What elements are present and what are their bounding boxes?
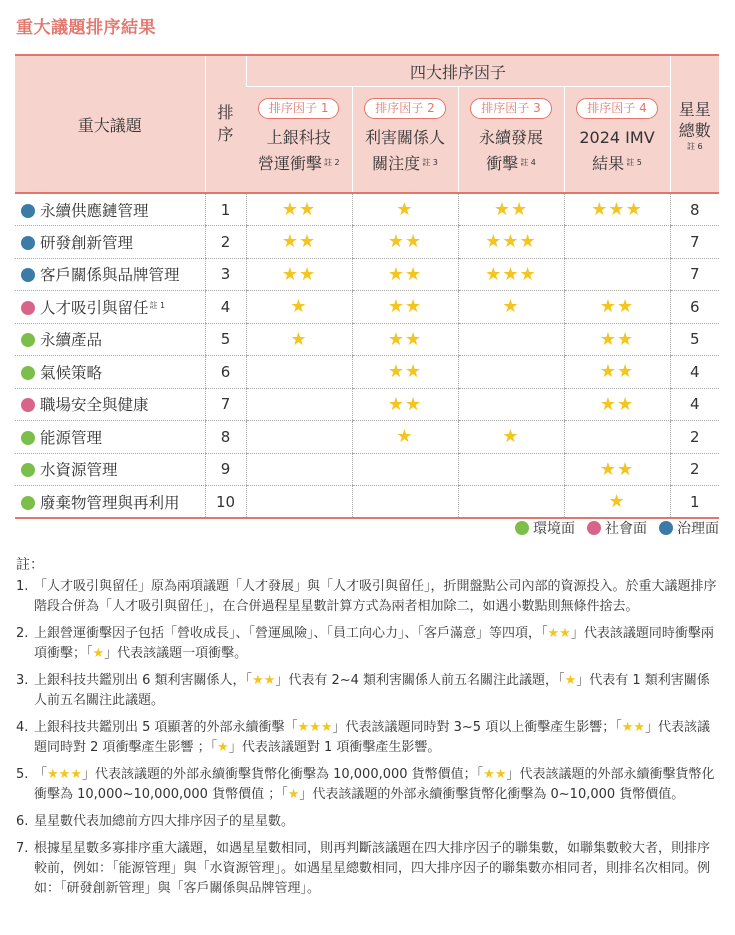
note-number: 4. (16, 720, 29, 735)
issue-name: 職場安全與健康 (40, 396, 149, 415)
legend-item-social (587, 518, 647, 538)
issue-name: 人才吸引與留任 (40, 298, 149, 317)
star-icon: ★★ (281, 199, 317, 220)
factor-name-line1: 上銀科技 (266, 128, 331, 147)
issue-label (40, 299, 165, 317)
star-icon: ★★ (483, 767, 507, 782)
star-icon: ★ (396, 199, 414, 220)
issue-cell (15, 323, 205, 356)
rank-cell: 8 (205, 421, 246, 454)
note-item (16, 718, 722, 758)
issue-cell (15, 193, 205, 226)
factor-pill: 排序因子 2 (364, 98, 445, 119)
category-dot-icon (587, 521, 601, 535)
issue-cell (15, 356, 205, 389)
category-dot-icon (21, 236, 35, 250)
materiality-ranking-table (15, 54, 719, 519)
star-icon: ★★ (252, 673, 276, 688)
factor-note: 註 2 (323, 158, 340, 167)
star-icon: ★★ (599, 393, 635, 415)
factor-pill: 排序因子 4 (576, 98, 657, 119)
note-text: 「★★★」代表該議題的外部永續衝擊貨幣化衝擊為 10,000,000 貨幣價值；「★★」代表該議題的外部永續衝擊貨幣化衝擊為 10,000~10,000,000 貨幣價值 ；「★」代表該議題的外部永續衝擊貨幣化衝擊為 0~10,000 貨幣價值。 (34, 767, 715, 802)
factor-4-stars-cell (564, 226, 670, 259)
star-icon: ★★ (387, 296, 423, 318)
legend-item-environment (515, 518, 575, 538)
issue-cell (15, 453, 205, 486)
star-icon: ★★ (387, 263, 423, 285)
star-icon: ★★ (599, 458, 635, 480)
star-icon: ★★ (599, 296, 635, 318)
issue-label (40, 202, 149, 220)
header-issue: 重大議題 (15, 55, 205, 193)
rank-cell: 10 (205, 486, 246, 519)
note-text: 上銀科技共鑑別出 6 類利害關係人，「★★」代表有 2~4 類利害關係人前五名關注此議題，「★」代表有 1 類利害關係人前五名關注此議題。 (34, 673, 710, 708)
notes-title: 註： (16, 557, 44, 573)
factor-2-stars-cell (352, 226, 458, 259)
total-stars-cell: 4 (670, 356, 719, 389)
category-dot-icon (21, 366, 35, 380)
total-stars-cell: 7 (670, 226, 719, 259)
factor-4-stars-cell (564, 193, 670, 226)
factor-1-stars-cell (246, 291, 352, 324)
factor-name (246, 125, 352, 176)
category-dot-icon (21, 268, 35, 282)
header-total-line1: 星星 (678, 100, 711, 119)
star-icon: ★ (290, 296, 308, 318)
factor-3-stars-cell (458, 421, 564, 454)
rank-cell: 9 (205, 453, 246, 486)
factor-name-line1: 利害關係人 (364, 128, 445, 147)
factor-4-stars-cell (564, 323, 670, 356)
factor-1-stars-cell (246, 323, 352, 356)
issue-cell (15, 226, 205, 259)
star-icon: ★★★ (485, 263, 537, 285)
factor-name-line1: 2024 IMV (579, 128, 655, 147)
factor-name-line2: 結果 (592, 154, 625, 173)
notes-list (16, 577, 722, 906)
table-row (15, 388, 719, 421)
category-dot-icon (659, 521, 673, 535)
factor-2-stars-cell (352, 258, 458, 291)
factor-2-stars-cell (352, 388, 458, 421)
factor-name (459, 125, 564, 176)
star-icon: ★★★ (47, 767, 82, 782)
star-icon: ★★ (387, 361, 423, 383)
star-icon: ★ (396, 426, 414, 448)
note-item (16, 765, 722, 805)
factor-name-line1: 永續發展 (478, 128, 543, 147)
note-item (16, 671, 722, 711)
factor-1-stars-cell (246, 421, 352, 454)
factor-3-stars-cell (458, 226, 564, 259)
factor-name (353, 125, 458, 176)
note-number: 5. (16, 767, 29, 782)
note-number: 6. (16, 814, 29, 829)
rank-cell: 7 (205, 388, 246, 421)
category-legend (515, 518, 719, 538)
star-icon: ★★★ (297, 720, 333, 735)
note-number: 3. (16, 673, 29, 688)
rank-cell: 4 (205, 291, 246, 324)
factor-1-stars-cell (246, 453, 352, 486)
issue-label (40, 461, 118, 479)
note-number: 1. (16, 579, 29, 594)
factor-4-stars-cell (564, 388, 670, 421)
factor-2-stars-cell (352, 421, 458, 454)
star-icon: ★★ (387, 328, 423, 350)
factor-3-stars-cell (458, 193, 564, 226)
factor-4-stars-cell (564, 291, 670, 324)
factor-name-line2: 關注度 (372, 154, 421, 173)
star-icon: ★★ (387, 393, 423, 415)
note-number: 2. (16, 626, 29, 641)
header-rank-text: 排序 (217, 103, 234, 144)
category-dot-icon (21, 333, 35, 347)
category-dot-icon (21, 398, 35, 412)
total-stars-cell: 8 (670, 193, 719, 226)
header-total-note: 註 6 (686, 142, 703, 151)
factor-3-stars-cell (458, 323, 564, 356)
note-number: 7. (16, 841, 29, 856)
table-row (15, 486, 719, 519)
issue-cell (15, 486, 205, 519)
factor-3-stars-cell (458, 258, 564, 291)
note-item (16, 577, 722, 617)
note-text: 上銀營運衝擊因子包括「營收成長」、「營運風險」、「員工向心力」、「客戶滿意」等四項，「★★」代表該議題同時衝擊兩項衝擊；「★」代表該議題一項衝擊。 (34, 626, 714, 661)
factor-1-stars-cell (246, 193, 352, 226)
star-icon: ★ (564, 673, 577, 688)
factor-1-stars-cell (246, 356, 352, 389)
category-dot-icon (21, 204, 35, 218)
issue-label (40, 364, 102, 382)
issue-label (40, 266, 180, 284)
star-icon: ★★ (599, 328, 635, 350)
star-icon: ★ (287, 787, 300, 802)
table-row (15, 226, 719, 259)
issue-cell (15, 291, 205, 324)
factor-note: 註 5 (626, 158, 642, 167)
table-row (15, 421, 719, 454)
table-row (15, 453, 719, 486)
issue-name: 永續產品 (40, 331, 103, 350)
header-factor-1 (246, 87, 352, 194)
category-dot-icon (21, 496, 35, 510)
star-icon: ★★ (493, 199, 529, 220)
header-factor-group: 四大排序因子 (246, 55, 670, 87)
note-text: 上銀科技共鑑別出 5 項顯著的外部永續衝擊「★★★」代表該議題同時對 3~5 項以上衝擊產生影響；「★★」代表該議題同時對 2 項衝擊產生影響 ；「★」代表該議題對 1 項衝擊產生影響。 (34, 720, 711, 755)
factor-name-line2: 衝擊 (486, 154, 519, 173)
factor-1-stars-cell (246, 258, 352, 291)
total-stars-cell: 6 (670, 291, 719, 324)
legend-item-governance (659, 518, 719, 538)
note-item (16, 812, 722, 832)
rank-cell: 1 (205, 193, 246, 226)
total-stars-cell: 2 (670, 453, 719, 486)
category-dot-icon (21, 431, 35, 445)
factor-4-stars-cell (564, 421, 670, 454)
header-factor-3 (458, 87, 564, 194)
factor-note: 註 4 (520, 158, 536, 167)
page-title: 重大議題排序結果 (16, 18, 156, 38)
factor-2-stars-cell (352, 453, 458, 486)
note-item (16, 839, 722, 899)
factor-3-stars-cell (458, 356, 564, 389)
issue-label (40, 331, 102, 349)
factor-pill: 排序因子 1 (258, 98, 339, 119)
issue-cell (15, 421, 205, 454)
factor-1-stars-cell (246, 388, 352, 421)
header-total-stars (670, 55, 719, 193)
issue-cell (15, 388, 205, 421)
category-dot-icon (21, 463, 35, 477)
header-rank (205, 55, 246, 193)
total-stars-cell: 1 (670, 486, 719, 519)
factor-4-stars-cell (564, 356, 670, 389)
star-icon: ★★ (387, 231, 423, 253)
star-icon: ★★ (547, 626, 571, 641)
factor-name-line2: 營運衝擊 (257, 154, 322, 173)
rank-cell: 3 (205, 258, 246, 291)
factor-3-stars-cell (458, 486, 564, 519)
issue-label (40, 396, 149, 414)
total-stars-cell: 2 (670, 421, 719, 454)
rank-cell: 5 (205, 323, 246, 356)
factor-3-stars-cell (458, 453, 564, 486)
total-stars-cell: 5 (670, 323, 719, 356)
star-icon: ★★ (281, 263, 317, 285)
factor-4-stars-cell (564, 453, 670, 486)
factor-1-stars-cell (246, 226, 352, 259)
factor-3-stars-cell (458, 388, 564, 421)
total-stars-cell: 4 (670, 388, 719, 421)
legend-label: 治理面 (677, 521, 719, 537)
note-text: 「人才吸引與留任」原為兩項議題「人才發展」與「人才吸引與留任」，折開盤點公司內部的資源投入。於重大議題排序階段合併為「人才吸引與留任」，在合併過程星星數計算方式為兩者相加除二，如遇小數點則無條件捨去。 (34, 579, 717, 614)
star-icon: ★ (502, 296, 520, 318)
factor-1-stars-cell (246, 486, 352, 519)
issue-label (40, 234, 133, 252)
table-row (15, 193, 719, 226)
issue-name: 廢棄物管理與再利用 (40, 493, 180, 512)
star-icon: ★★★ (591, 199, 643, 220)
category-dot-icon (515, 521, 529, 535)
issue-name: 客戶關係與品牌管理 (40, 266, 180, 285)
header-factor-4 (564, 87, 670, 194)
total-stars-cell: 7 (670, 258, 719, 291)
issue-name: 研發創新管理 (40, 233, 134, 252)
factor-2-stars-cell (352, 323, 458, 356)
factor-pill: 排序因子 3 (470, 98, 551, 119)
factor-2-stars-cell (352, 291, 458, 324)
factor-4-stars-cell (564, 258, 670, 291)
star-icon: ★★ (281, 231, 317, 253)
factor-2-stars-cell (352, 193, 458, 226)
factor-4-stars-cell (564, 486, 670, 519)
issue-name: 水資源管理 (40, 461, 118, 480)
issue-name: 能源管理 (40, 428, 103, 447)
issue-name: 永續供應鏈管理 (40, 201, 149, 220)
legend-label: 社會面 (605, 521, 647, 537)
note-text: 星星數代表加總前方四大排序因子的星星數。 (34, 814, 295, 829)
factor-3-stars-cell (458, 291, 564, 324)
issue-label (40, 429, 102, 447)
factor-name (565, 125, 670, 176)
note-item (16, 624, 722, 664)
table-row (15, 356, 719, 389)
issue-cell (15, 258, 205, 291)
issue-name: 氣候策略 (40, 363, 103, 382)
star-icon: ★★★ (485, 231, 537, 253)
table-row (15, 291, 719, 324)
rank-cell: 6 (205, 356, 246, 389)
star-icon: ★★ (599, 361, 635, 383)
issue-note: 註 1 (149, 300, 166, 310)
legend-label: 環境面 (533, 521, 575, 537)
factor-2-stars-cell (352, 356, 458, 389)
header-factor-2 (352, 87, 458, 194)
header-total-line2: 總數 (678, 121, 711, 140)
rank-cell: 2 (205, 226, 246, 259)
category-dot-icon (21, 301, 35, 315)
star-icon: ★ (608, 491, 626, 512)
star-icon: ★ (290, 328, 308, 350)
star-icon: ★★ (621, 720, 646, 735)
note-text: 根據星星數多寡排序重大議題，如遇星星數相同，則再判斷該議題在四大排序因子的聯集數，如聯集數較大者，則排序較前，例如：「能源管理」與「水資源管理」。如遇星星總數相同，四大排序因子的聯集數亦相同者，則排名次相同。例如：「研發創新管理」與「客戶關係與品牌管理」。 (34, 841, 711, 896)
issue-label (40, 494, 180, 512)
star-icon: ★ (502, 426, 520, 448)
factor-note: 註 3 (422, 158, 438, 167)
table-row (15, 258, 719, 291)
table-row (15, 323, 719, 356)
star-icon: ★ (217, 740, 229, 755)
star-icon: ★ (92, 646, 105, 661)
factor-2-stars-cell (352, 486, 458, 519)
